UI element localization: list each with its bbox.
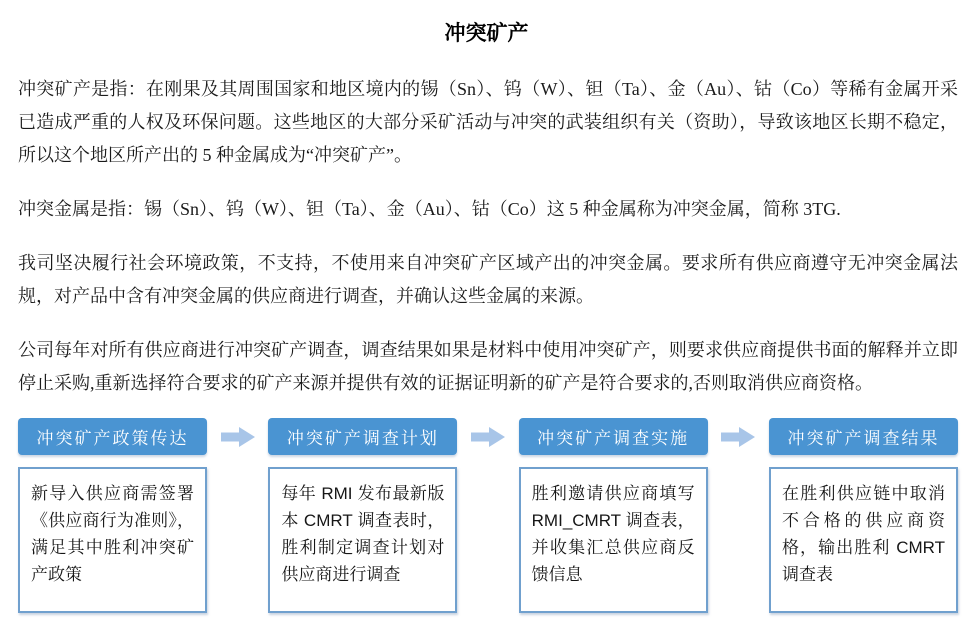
- flow-step-3-header: 冲突矿产调查实施: [519, 418, 708, 455]
- paragraph-annual-survey: 公司每年对所有供应商进行冲突矿产调查，调查结果如果是材料中使用冲突矿产，则要求供应商提供书面的解释并立即停止采购,重新选择符合要求的矿产来源并提供有效的证据证明新的矿产是符合要求的,否则取消供应商资格。: [18, 340, 958, 393]
- right-arrow-icon: [471, 425, 505, 449]
- paragraph-company-policy: 我司坚决履行社会环境政策，不支持，不使用来自冲突矿产区域产出的冲突金属。要求所有供应商遵守无冲突金属法规，对产品中含有冲突金属的供应商进行调查，并确认这些金属的来源。: [18, 253, 958, 306]
- flow-step-4-description: 在胜利供应链中取消不合格的供应商资格，输出胜利 CMRT 调查表: [769, 467, 958, 613]
- flow-step-1-description: 新导入供应商需签署《供应商行为准则》，满足其中胜利冲突矿产政策: [18, 467, 207, 613]
- flow-step-survey-plan: [268, 418, 457, 613]
- document-body: [18, 73, 958, 421]
- paragraph-conflict-metals-definition: 冲突金属是指：锡（Sn）、钨（W）、钽（Ta）、金（Au）、钴（Co）这 5 种金属称为冲突金属，简称 3TG.: [18, 199, 841, 219]
- flow-step-2-description: 每年 RMI 发布最新版本 CMRT 调查表时，胜利制定调查计划对供应商进行调查: [268, 467, 457, 613]
- flow-arrow-cell-1: [207, 418, 268, 455]
- process-flow-diagram: [18, 418, 958, 613]
- flow-step-3-description: 胜利邀请供应商填写 RMI_CMRT 调查表，并收集汇总供应商反馈信息: [519, 467, 708, 613]
- flow-step-2-header: 冲突矿产调查计划: [268, 418, 457, 455]
- flow-step-survey-implementation: [519, 418, 708, 613]
- flow-arrow-cell-2: [457, 418, 518, 455]
- paragraph-conflict-minerals-definition: 冲突矿产是指：在刚果及其周围国家和地区境内的锡（Sn）、钨（W）、钽（Ta）、金（Au）、钴（Co）等稀有金属开采已造成严重的人权及环保问题。这些地区的大部分采矿活动与冲突的武装组织有关（资助），导致该地区长期不稳定，所以这个地区所产出的 5 种金属成为“冲突矿产”。: [18, 79, 958, 165]
- flow-step-policy-communication: [18, 418, 207, 613]
- page-title: 冲突矿产: [444, 21, 529, 45]
- flow-step-survey-results: [769, 418, 958, 613]
- right-arrow-icon: [721, 425, 755, 449]
- right-arrow-icon: [221, 425, 255, 449]
- flow-step-1-header: 冲突矿产政策传达: [18, 418, 207, 455]
- flow-step-4-header: 冲突矿产调查结果: [769, 418, 958, 455]
- flow-arrow-cell-3: [708, 418, 769, 455]
